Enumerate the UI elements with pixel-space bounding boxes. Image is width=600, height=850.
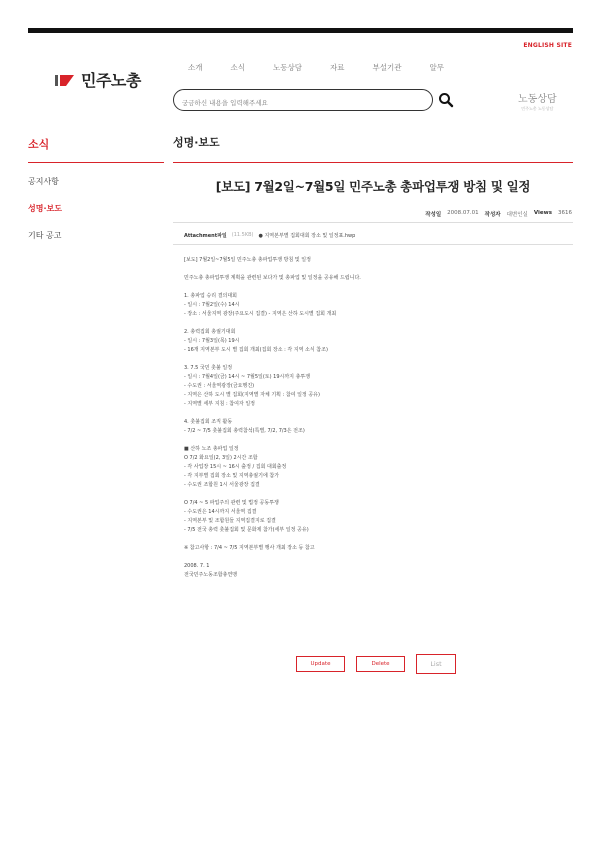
- delete-button[interactable]: Delete: [356, 656, 405, 672]
- attachment-file-link[interactable]: ● 지역본부별 집회대회 장소 및 일정표.hwp: [258, 233, 356, 239]
- paragraph-gap: [184, 436, 564, 445]
- paragraph-gap: [184, 319, 564, 328]
- sidebar-item-notices[interactable]: 공지사항: [28, 177, 59, 186]
- body-line: - 수도권 : 서울역광장(금요행진): [184, 383, 255, 389]
- logo[interactable]: [54, 68, 141, 91]
- body-line: 민주노총 총파업투쟁 계획을 관련된 보다가 및 총파업 및 일정을 공유해 드립니다.: [184, 275, 361, 281]
- main-divider: [173, 162, 573, 163]
- post-date: 2008.07.01: [447, 210, 479, 216]
- sidebar-divider: [28, 162, 164, 163]
- body-line: - 지역은 산하 도시 별 집회(지역별 자체 기획 : 참여 일정 공유): [184, 392, 320, 398]
- paragraph-gap: [184, 265, 564, 274]
- body-line: - 지역별 세부 지침 : 참여자 일정: [184, 401, 255, 407]
- paragraph-gap: [184, 553, 564, 562]
- search-input[interactable]: [174, 93, 414, 113]
- post-author: 대변인실: [506, 212, 528, 218]
- body-line: - 수도권 조합원 1시 서울광장 집결: [184, 482, 260, 488]
- nav-item-counsel[interactable]: 노동상담: [273, 63, 302, 72]
- meta-divider: [173, 222, 573, 223]
- main-nav: [188, 62, 472, 73]
- body-line: - 16개 지역본부 도시 별 집회 개최(집회 장소 : 각 지역 소식 참조): [184, 347, 328, 353]
- paragraph-gap: [184, 535, 564, 544]
- english-site-link[interactable]: ENGLISH SITE: [523, 42, 572, 49]
- body-line: - 지역본부 및 조합원들 지역집결지로 집결: [184, 518, 276, 524]
- search-icon[interactable]: [438, 92, 454, 108]
- paragraph-gap: [184, 355, 564, 364]
- labor-counsel-link[interactable]: [518, 90, 557, 112]
- sidebar-menu: [28, 176, 62, 257]
- action-buttons: [296, 656, 456, 674]
- list-button[interactable]: List: [416, 654, 456, 674]
- post-title: [보도] 7월2일~7월5일 민주노총 총파업투쟁 방침 및 일정: [215, 179, 531, 194]
- nav-item-affiliates[interactable]: 부설기관: [372, 63, 402, 72]
- nav-item-business[interactable]: 알무: [429, 63, 444, 72]
- body-line: - 일시 : 7월2일(수) 14시: [184, 302, 240, 308]
- body-line: O 7/4 ~ 5 파업주의 관련 및 법정 공동투쟁: [184, 500, 279, 506]
- counsel-main-label: 노동상담: [518, 94, 557, 105]
- logo-mark-icon: [54, 73, 76, 87]
- nav-item-resources[interactable]: 자료: [329, 63, 345, 72]
- post-body: [184, 256, 564, 580]
- body-line: - 일시 : 7월4일(금) 14시 ~ 7월5일(토) 19시까지 총투쟁: [184, 374, 311, 380]
- body-line: 1. 총파업 승리 결의대회: [184, 293, 238, 299]
- body-line: 2008. 7. 1: [184, 563, 210, 569]
- nav-item-news[interactable]: 소식: [230, 63, 245, 72]
- author-label: 작성자: [484, 212, 501, 218]
- body-line: 3. 7.5 국민 촛불 일정: [184, 365, 233, 371]
- body-line: 전국민주노동조합총연맹: [184, 572, 238, 578]
- body-line: - 장소 : 서울지역 광장(주요도시 집결) - 지역은 산하 도시별 집회 개최: [184, 311, 337, 317]
- search-box: [173, 89, 433, 111]
- sidebar-title: 소식: [28, 138, 50, 151]
- top-bar: [28, 28, 573, 33]
- post-views: 3616: [558, 210, 572, 216]
- paragraph-gap: [184, 283, 564, 292]
- attachment-size: (11.5KB): [231, 232, 254, 238]
- body-line: O 7/2 화요일(2, 3일) 2시간 조합: [184, 455, 258, 461]
- attachment-row: [184, 232, 355, 239]
- page-title: 성명·보도: [173, 136, 220, 149]
- body-line: - 일시 : 7월3일(목) 19시: [184, 338, 240, 344]
- date-label: 작성일: [425, 212, 442, 218]
- paragraph-gap: [184, 490, 564, 499]
- logo-text: 민주노총: [81, 71, 141, 90]
- paragraph-gap: [184, 409, 564, 418]
- sidebar-item-statements[interactable]: 성명·보도: [28, 204, 62, 213]
- attachment-divider: [173, 244, 573, 245]
- body-line: ■ 산하 노조 총파업 일정: [184, 446, 239, 452]
- post-meta: [425, 210, 572, 218]
- body-line: - 7/2 ~ 7/5 촛불집회 총력참석(특별, 7/2, 7/3은 전조): [184, 428, 305, 434]
- body-line: ※ 참고사항 : 7/4 ~ 7/5 지역본부별 행사 개최 장소 등 참고: [184, 545, 315, 551]
- body-line: [보도] 7월2일~7월5일 민주노총 총파업투쟁 방침 및 일정: [184, 257, 311, 263]
- body-line: - 각 지부별 집회 장소 및 지역총궐기에 참가: [184, 473, 280, 479]
- body-line: 2. 총력집회 총궐기대회: [184, 329, 236, 335]
- sidebar-item-other-announcements[interactable]: 기타 공고: [28, 231, 62, 240]
- body-line: - 7/5 전국 총력 촛불집회 및 문화제 참가(세부 일정 공유): [184, 527, 309, 533]
- body-line: - 각 사업장 15시 ~ 16시 출정 / 집회 대회출정: [184, 464, 287, 470]
- views-label: Views: [533, 210, 552, 216]
- body-line: - 수도권은 14시까지 서울역 집결: [184, 509, 257, 515]
- update-button[interactable]: Update: [296, 656, 345, 672]
- counsel-sub-label: 민주노총 노동상담: [521, 106, 554, 111]
- attachment-label: Attachment파일: [184, 233, 227, 239]
- nav-item-intro[interactable]: 소개: [188, 63, 203, 72]
- body-line: 4. 촛불집회 조직 활동: [184, 419, 233, 425]
